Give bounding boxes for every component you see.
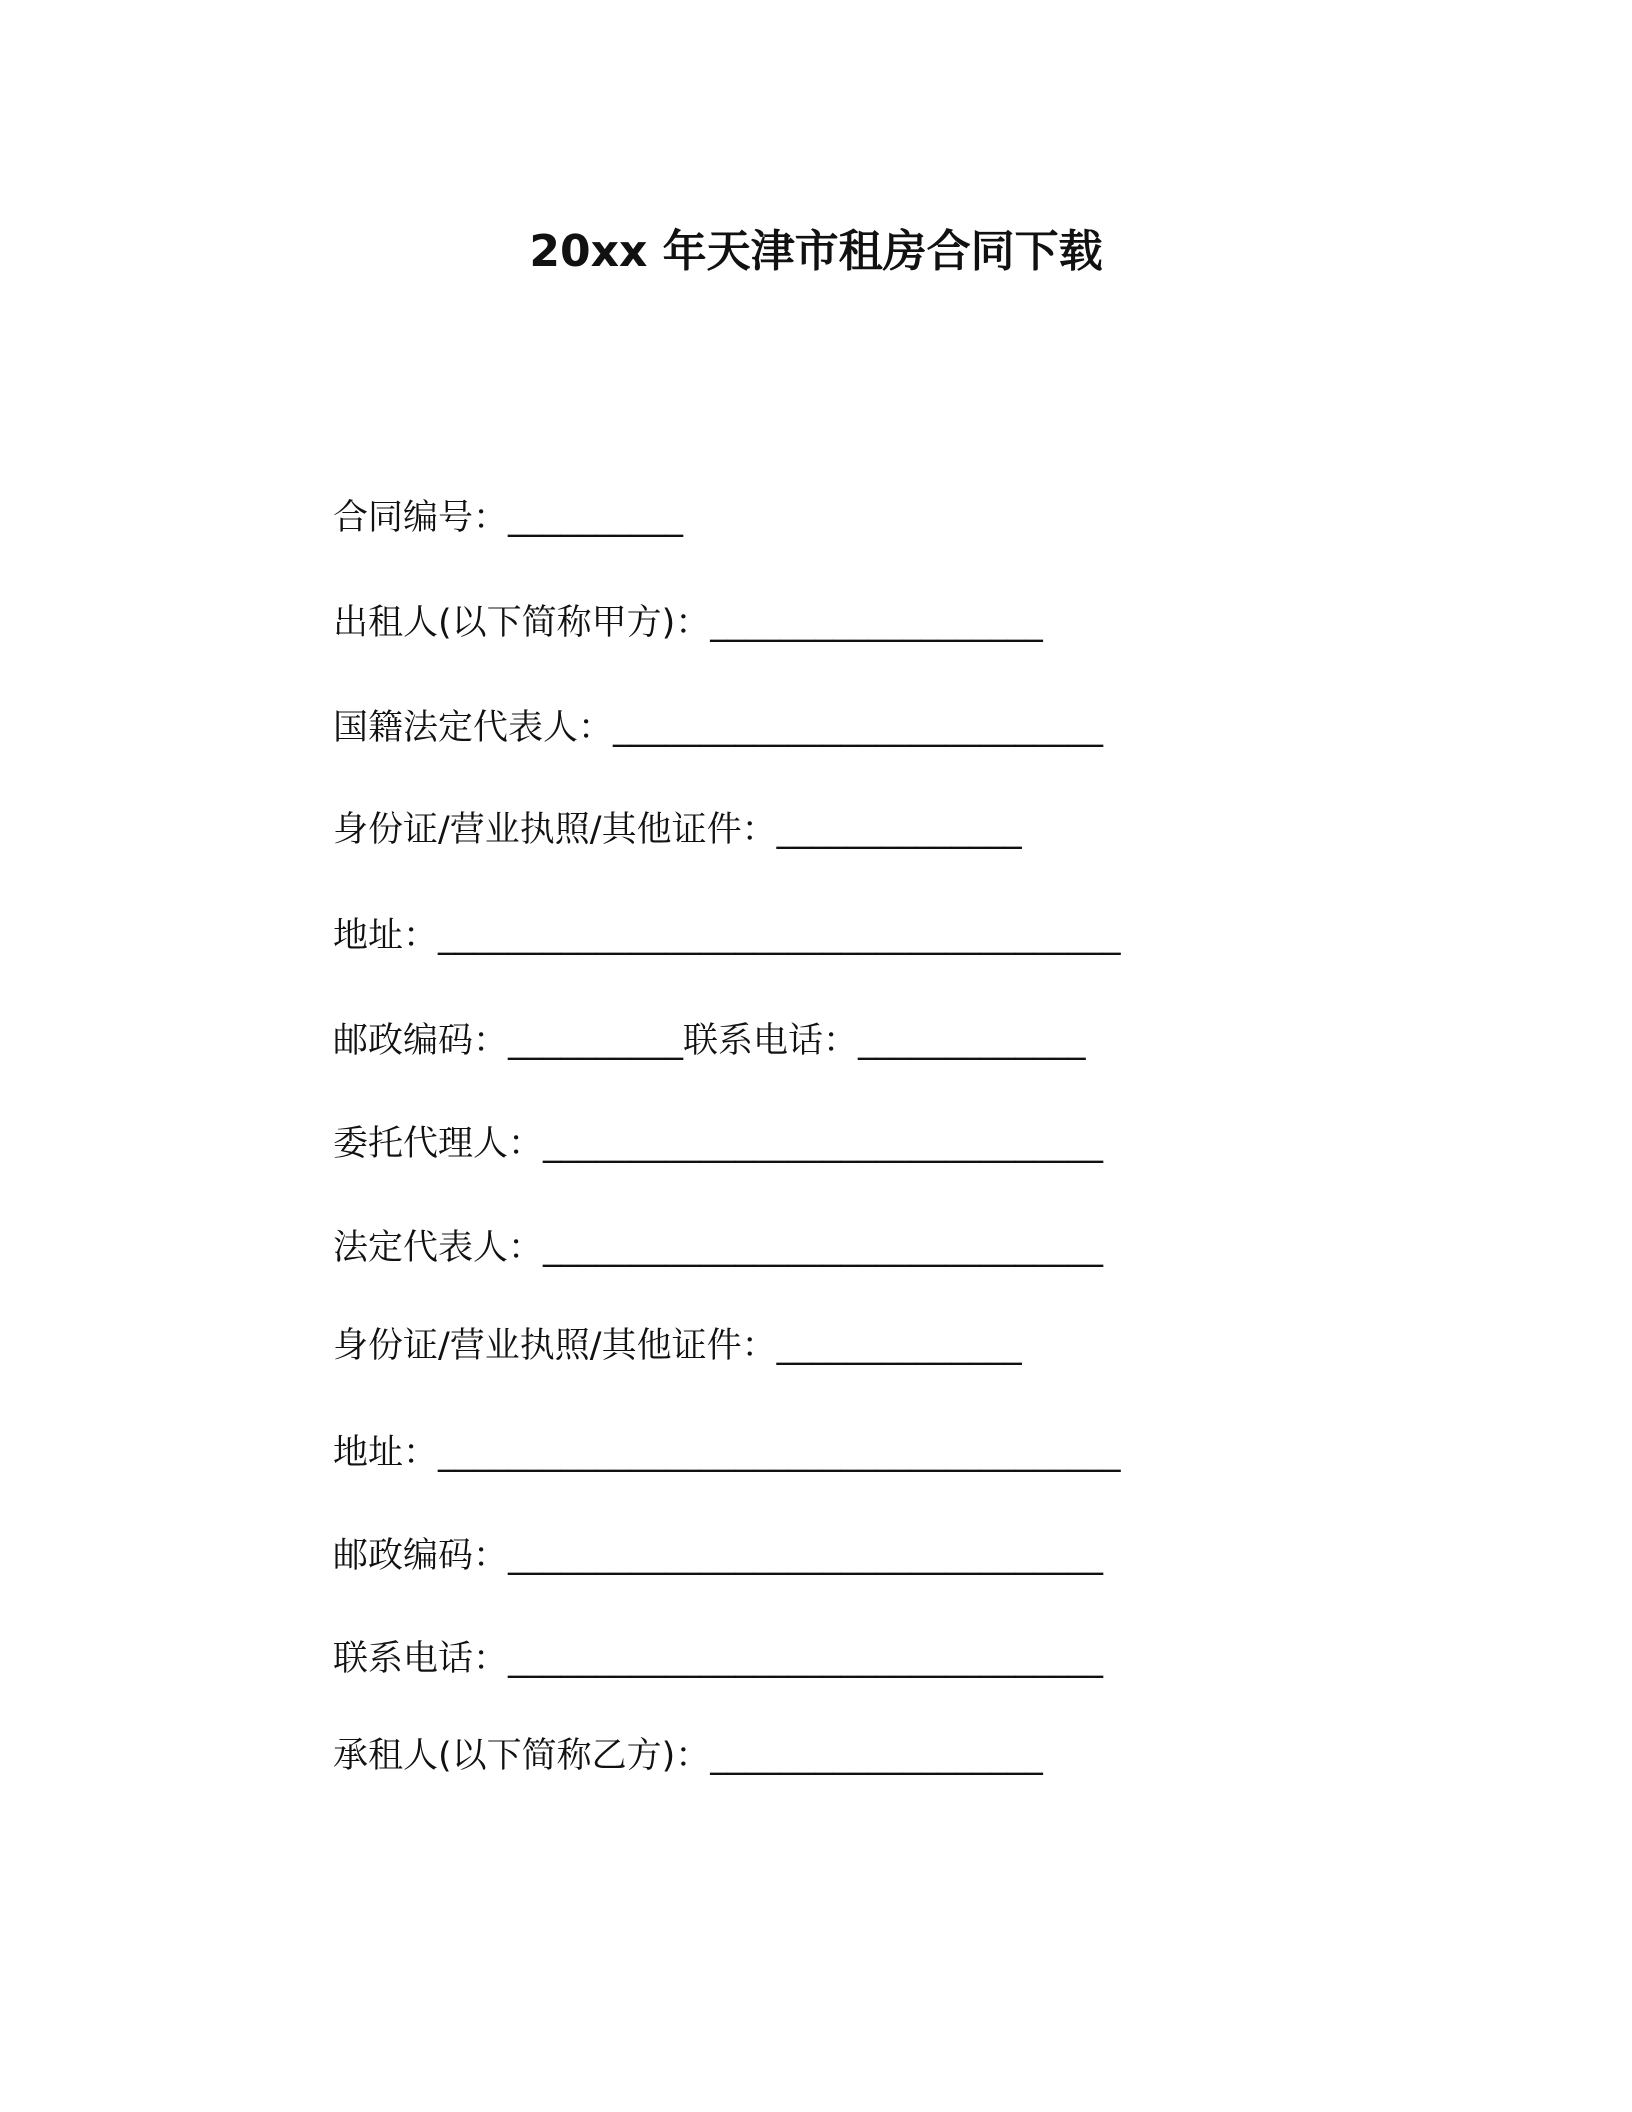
field-text: 地址：_______________________________________ — [333, 1433, 1121, 1473]
field-text: 联系电话：__________________________________ — [333, 1639, 1104, 1679]
field-contract-number — [333, 492, 683, 544]
field-postcode-phone — [333, 1015, 1086, 1067]
field-text: 身份证/营业执照/其他证件：______________ — [333, 810, 1022, 850]
field-text: 合同编号：__________ — [333, 498, 684, 538]
field-id-document-agent — [333, 1320, 1022, 1372]
field-address-lessor — [333, 910, 1121, 962]
field-text: 身份证/营业执照/其他证件：______________ — [333, 1326, 1022, 1366]
field-legal-representative — [333, 1222, 1103, 1274]
field-nationality-legal-rep — [333, 702, 1103, 754]
field-agent — [333, 1118, 1103, 1170]
field-text: 邮政编码：__________联系电话：_____________ — [333, 1021, 1086, 1061]
field-text: 国籍法定代表人：____________________________ — [333, 708, 1104, 748]
field-id-document-lessor — [333, 804, 1022, 856]
field-lessee — [333, 1730, 1043, 1782]
field-text: 委托代理人：________________________________ — [333, 1124, 1104, 1164]
document-title: 20xx 年天津市租房合同下载 — [529, 226, 1103, 277]
field-text: 出租人(以下简称甲方)：___________________ — [333, 603, 1043, 643]
field-text: 邮政编码：__________________________________ — [333, 1536, 1104, 1576]
field-lessor — [333, 597, 1043, 649]
field-address-agent — [333, 1427, 1121, 1479]
field-text: 法定代表人：________________________________ — [333, 1228, 1104, 1268]
field-text: 地址：_______________________________________ — [333, 916, 1121, 956]
field-text: 承租人(以下简称乙方)：___________________ — [333, 1736, 1043, 1776]
field-phone — [333, 1633, 1103, 1685]
field-postcode — [333, 1530, 1103, 1582]
